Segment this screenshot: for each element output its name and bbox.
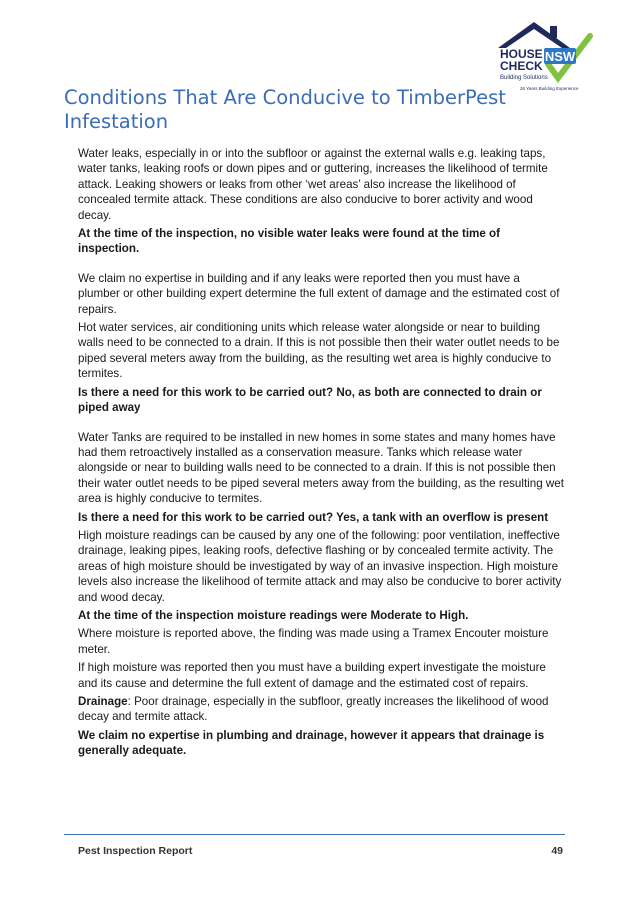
logo-line2: CHECK — [500, 59, 543, 73]
drainage-finding: We claim no expertise in plumbing and drainage, however it appears that drainage is generally adequate. — [78, 728, 545, 758]
logo-tagline: Building Solutions — [500, 75, 548, 81]
logo-line1: HOUSE — [500, 47, 543, 61]
water-tanks-paragraph: Water Tanks are required to be installed in new homes in some states and many homes have had them retroactively installed as a conservation measure. Tanks which release water alongside or near to building walls need to be connected to a drain. If this is not possible then their water outlet needs to be piped several meters away from the building, as the resulting wet area is highly conducive to termites. — [78, 430, 564, 506]
drainage-text: : Poor drainage, especially in the subfloor, greatly increases the likelihood of wood decay and termite attack. — [78, 695, 549, 724]
water-leaks-paragraph: Water leaks, especially in or into the subfloor or against the external walls e.g. leaking taps, water tanks, leaking roofs or down pipes and or guttering, increases the likelihood of termite attack. Leaking showers or leaks from other ‘wet areas’ also increase the likelihood of concealed termite attack. These conditions are also conducive to borer activity and wood decay. — [78, 147, 548, 222]
report-body — [78, 146, 564, 762]
moisture-disclaimer-paragraph: If high moisture was reported then you must have a building expert investigate the moisture and its cause and determine the full extent of damage and the estimated cost of repairs. — [78, 661, 546, 690]
hot-water-finding: Is there a need for this work to be carried out? No, as both are connected to drain or piped away — [78, 385, 542, 415]
page-number: 49 — [551, 845, 563, 857]
logo-subtag: 26 Years Building Experience — [520, 86, 579, 91]
footer-report-name: Pest Inspection Report — [78, 845, 193, 857]
moisture-paragraph: High moisture readings can be caused by any one of the following: poor ventilation, ineffective drainage, leaking pipes, leaking roofs, defective flashing or by concealed termite activity. The areas of high moisture should be investigated by way of an invasive inspection. High moisture levels also increase the likelihood of termite attack and may also be conducive to borer activity and wood decay. — [78, 528, 562, 604]
page-title: Conditions That Are Conducive to TimberPest Infestation — [64, 86, 506, 133]
leaks-disclaimer-paragraph: We claim no expertise in building and if any leaks were reported then you must have a plumber or other building expert determine the full extent of damage and the estimated cost of repairs. — [78, 271, 560, 316]
water-tanks-finding: Is there a need for this work to be carried out? Yes, a tank with an overflow is present — [78, 510, 549, 524]
logo-badge-text: NSW — [544, 49, 576, 64]
water-leaks-finding: At the time of the inspection, no visible water leaks were found at the time of inspection. — [78, 227, 500, 256]
moisture-finding: At the time of the inspection moisture readings were Moderate to High. — [78, 608, 469, 622]
footer-divider — [64, 834, 565, 835]
moisture-meter-paragraph: Where moisture is reported above, the finding was made using a Tramex Encouter moisture meter. — [78, 627, 549, 656]
drainage-paragraph — [78, 694, 564, 725]
hot-water-paragraph: Hot water services, air conditioning units which release water alongside or near to building walls need to be connected to a drain. If this is not possible then their water outlet needs to be piped several meters away from the building, as the resulting wet area is highly conducive to termites. — [78, 321, 560, 381]
drainage-label: Drainage — [78, 695, 128, 708]
